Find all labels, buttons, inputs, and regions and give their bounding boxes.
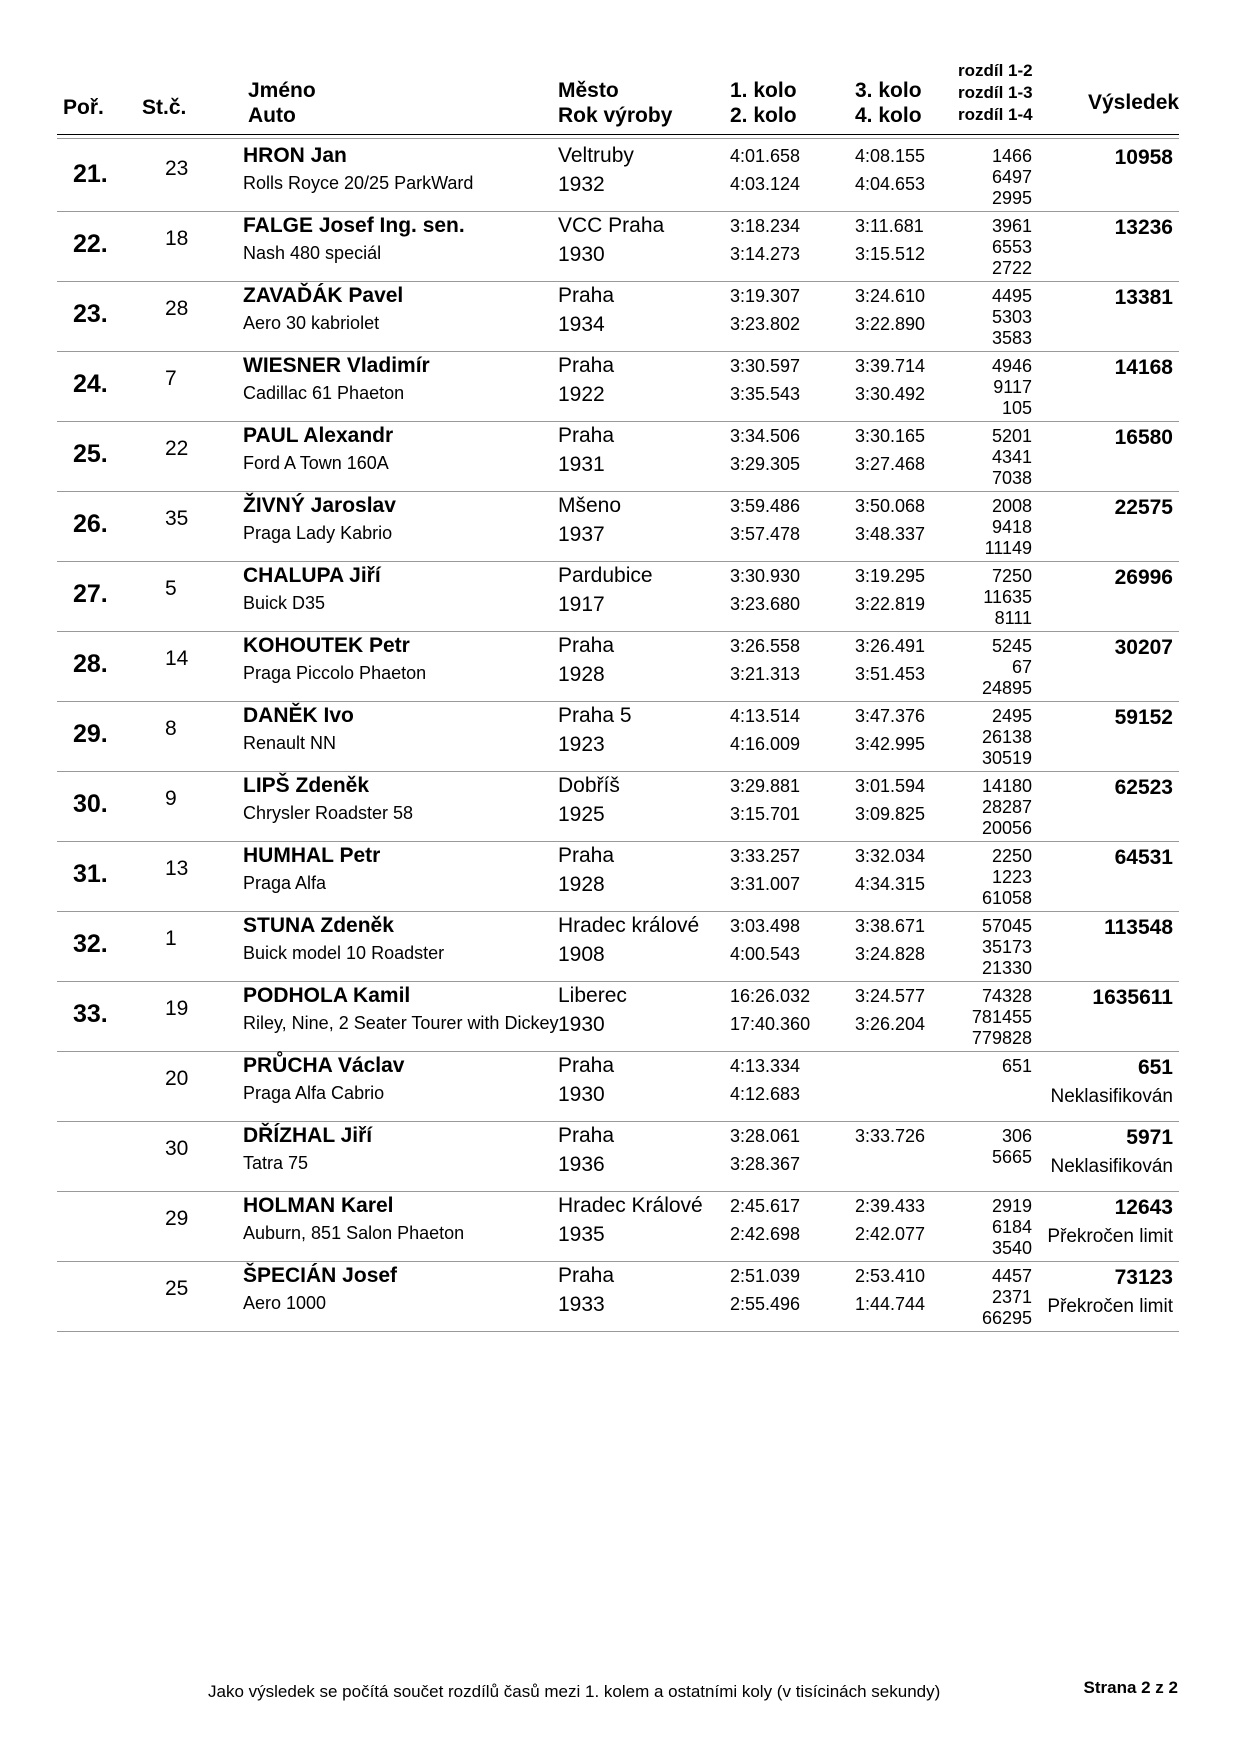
city: Praha: [558, 284, 615, 307]
difference-1-2: 306: [1001, 1126, 1032, 1146]
result-value: 113548: [1104, 916, 1173, 939]
difference-1-2: 74328: [981, 986, 1032, 1006]
position: 29.: [73, 720, 108, 748]
round-3-time: 3:11.681: [855, 216, 924, 236]
start-number: 19: [165, 997, 189, 1020]
result-value: 14168: [1114, 356, 1173, 379]
year-of-manufacture: 1930: [558, 1083, 605, 1106]
round-2-time: 3:28.367: [730, 1154, 801, 1174]
year-of-manufacture: 1925: [558, 803, 605, 826]
position: 28.: [73, 650, 108, 678]
position: 32.: [73, 930, 108, 958]
difference-1-2: 3961: [991, 216, 1032, 236]
difference-1-4: 7038: [991, 468, 1032, 488]
difference-1-2: 2495: [991, 706, 1032, 726]
round-1-time: 2:51.039: [730, 1266, 801, 1286]
driver-name: HUMHAL Petr: [243, 844, 381, 867]
page-number: Strana 2 z 2: [1083, 1678, 1178, 1697]
position: 25.: [73, 440, 108, 468]
result-value: 5971: [1126, 1126, 1173, 1149]
year-of-manufacture: 1928: [558, 663, 605, 686]
header-name-car: Jméno Auto: [248, 79, 316, 127]
difference-1-4: 779828: [971, 1028, 1032, 1048]
round-3-time: 2:39.433: [855, 1196, 926, 1216]
table-row: [0, 422, 1240, 492]
start-number: 30: [165, 1137, 189, 1160]
city: Veltruby: [558, 144, 634, 167]
result-value: 651: [1137, 1056, 1173, 1079]
difference-1-2: 2250: [991, 846, 1032, 866]
round-1-time: 3:33.257: [730, 846, 801, 866]
difference-1-2: 5201: [991, 426, 1032, 446]
result-note: Překročen limit: [1047, 1296, 1173, 1317]
difference-1-2: 7250: [991, 566, 1032, 586]
difference-1-2: 1466: [991, 146, 1032, 166]
difference-1-3: 5303: [991, 307, 1032, 327]
position: 31.: [73, 860, 108, 888]
driver-name: HRON Jan: [243, 144, 347, 167]
car-model: Aero 1000: [243, 1293, 327, 1313]
result-value: 73123: [1114, 1266, 1173, 1289]
car-model: Renault NN: [243, 733, 337, 753]
difference-1-4: 3540: [991, 1238, 1032, 1258]
result-value: 13381: [1114, 286, 1173, 309]
table-row: [0, 632, 1240, 702]
start-number: 5: [165, 577, 177, 600]
difference-1-3: 11635: [983, 587, 1032, 607]
table-row: [0, 562, 1240, 632]
car-model: Tatra 75: [243, 1153, 309, 1173]
year-of-manufacture: 1935: [558, 1223, 605, 1246]
difference-1-3: 2371: [991, 1287, 1032, 1307]
car-model: Praga Alfa: [243, 873, 327, 893]
position: 33.: [73, 1000, 108, 1028]
start-number: 25: [165, 1277, 189, 1300]
car-model: Aero 30 kabriolet: [243, 313, 380, 333]
result-value: 59152: [1114, 706, 1173, 729]
position: 24.: [73, 370, 108, 398]
result-value: 10958: [1114, 146, 1173, 169]
round-3-time: 4:08.155: [855, 146, 926, 166]
city: Liberec: [558, 984, 627, 1007]
round-1-time: 16:26.032: [730, 986, 811, 1006]
round-2-time: 3:57.478: [730, 524, 801, 544]
start-number: 20: [165, 1067, 189, 1090]
header-city-year: Město Rok výroby: [558, 79, 673, 127]
position: 30.: [73, 790, 108, 818]
result-note: Neklasifikován: [1050, 1086, 1173, 1107]
result-note: Neklasifikován: [1050, 1156, 1173, 1177]
round-3-time: 3:39.714: [855, 356, 926, 376]
car-model: Praga Lady Kabrio: [243, 523, 393, 543]
result-value: 12643: [1114, 1196, 1173, 1219]
round-2-time: 3:14.273: [730, 244, 801, 264]
round-3-time: 3:50.068: [855, 496, 926, 516]
position: 27.: [73, 580, 108, 608]
difference-1-4: 8111: [994, 608, 1032, 628]
difference-1-4: 3583: [991, 328, 1032, 348]
round-3-time: 3:26.491: [855, 636, 926, 656]
header-result: Výsledek: [1088, 91, 1180, 114]
result-value: 62523: [1114, 776, 1173, 799]
driver-name: FALGE Josef Ing. sen.: [243, 214, 465, 237]
difference-1-4: 30519: [981, 748, 1032, 768]
year-of-manufacture: 1937: [558, 523, 605, 546]
difference-1-2: 651: [1001, 1056, 1032, 1076]
difference-1-4: 20056: [981, 818, 1032, 838]
round-2-time: 2:55.496: [730, 1294, 801, 1314]
city: Praha: [558, 354, 615, 377]
city: VCC Praha: [558, 214, 665, 237]
start-number: 18: [165, 227, 189, 250]
difference-1-3: 26138: [981, 727, 1032, 747]
start-number: 8: [165, 717, 177, 740]
city: Pardubice: [558, 564, 653, 587]
round-4-time: 4:04.653: [855, 174, 926, 194]
difference-1-4: 61058: [981, 888, 1032, 908]
year-of-manufacture: 1908: [558, 943, 605, 966]
difference-1-2: 4946: [991, 356, 1032, 376]
header-divider-secondary: [57, 138, 1179, 139]
round-1-time: 3:19.307: [730, 286, 801, 306]
round-4-time: 2:42.077: [855, 1224, 926, 1244]
start-number: 13: [165, 857, 189, 880]
table-row: [0, 1192, 1240, 1262]
position: 26.: [73, 510, 108, 538]
car-model: Rolls Royce 20/25 ParkWard: [243, 173, 474, 193]
results-table: [0, 142, 1240, 1332]
result-value: 26996: [1114, 566, 1173, 589]
round-1-time: 3:26.558: [730, 636, 801, 656]
header-divider: [57, 134, 1179, 135]
city: Praha: [558, 634, 615, 657]
driver-name: STUNA Zdeněk: [243, 914, 394, 937]
round-3-time: 3:30.165: [855, 426, 926, 446]
difference-1-3: 9418: [991, 517, 1032, 537]
table-row: [0, 1122, 1240, 1192]
result-value: 13236: [1114, 216, 1173, 239]
driver-name: ŠPECIÁN Josef: [243, 1264, 398, 1287]
round-3-time: 3:32.034: [855, 846, 926, 866]
driver-name: KOHOUTEK Petr: [243, 634, 410, 657]
car-model: Cadillac 61 Phaeton: [243, 383, 405, 403]
header-start-number: St.č.: [142, 96, 187, 119]
difference-1-3: 1223: [991, 867, 1032, 887]
table-row: [0, 492, 1240, 562]
car-model: Chrysler Roadster 58: [243, 803, 414, 823]
round-3-time: 3:33.726: [855, 1126, 926, 1146]
driver-name: CHALUPA Jiří: [243, 564, 381, 587]
round-4-time: 3:15.512: [855, 244, 926, 264]
round-4-time: 3:22.819: [855, 594, 926, 614]
table-row: [0, 912, 1240, 982]
year-of-manufacture: 1917: [558, 593, 605, 616]
car-model: Auburn, 851 Salon Phaeton: [243, 1223, 465, 1243]
table-row: [0, 702, 1240, 772]
round-4-time: 3:51.453: [855, 664, 926, 684]
round-2-time: 4:03.124: [730, 174, 801, 194]
start-number: 23: [165, 157, 189, 180]
round-4-time: 3:27.468: [855, 454, 926, 474]
difference-1-4: 2722: [991, 258, 1032, 278]
round-2-time: 17:40.360: [730, 1014, 811, 1034]
header-differences: rozdíl 1-2 rozdíl 1-3 rozdíl 1-4: [958, 61, 1033, 124]
round-4-time: 3:42.995: [855, 734, 926, 754]
difference-1-3: 781455: [971, 1007, 1032, 1027]
start-number: 22: [165, 437, 189, 460]
year-of-manufacture: 1933: [558, 1293, 605, 1316]
table-row: [0, 842, 1240, 912]
city: Praha: [558, 424, 615, 447]
start-number: 7: [165, 367, 177, 390]
position: 23.: [73, 300, 108, 328]
start-number: 28: [165, 297, 189, 320]
car-model: Praga Piccolo Phaeton: [243, 663, 427, 683]
round-1-time: 4:13.334: [730, 1056, 801, 1076]
driver-name: PAUL Alexandr: [243, 424, 394, 447]
car-model: Ford A Town 160A: [243, 453, 389, 473]
round-2-time: 3:21.313: [730, 664, 801, 684]
header-rounds-1-2: 1. kolo 2. kolo: [730, 79, 797, 127]
city: Mšeno: [558, 494, 622, 517]
round-3-time: 2:53.410: [855, 1266, 926, 1286]
difference-1-4: 11149: [984, 538, 1032, 558]
difference-1-2: 2919: [991, 1196, 1032, 1216]
difference-1-3: 6497: [991, 167, 1032, 187]
result-value: 1635611: [1092, 986, 1173, 1009]
driver-name: WIESNER Vladimír: [243, 354, 430, 377]
round-3-time: 3:47.376: [855, 706, 926, 726]
round-1-time: 3:30.597: [730, 356, 801, 376]
position: 21.: [73, 160, 108, 188]
round-4-time: 3:09.825: [855, 804, 926, 824]
round-1-time: 3:03.498: [730, 916, 801, 936]
car-model: Buick model 10 Roadster: [243, 943, 445, 963]
round-2-time: 3:23.680: [730, 594, 801, 614]
round-4-time: 3:22.890: [855, 314, 926, 334]
difference-1-2: 57045: [981, 916, 1032, 936]
round-2-time: 3:35.543: [730, 384, 801, 404]
car-model: Nash 480 speciál: [243, 243, 382, 263]
round-1-time: 4:01.658: [730, 146, 801, 166]
year-of-manufacture: 1922: [558, 383, 605, 406]
table-row: [0, 142, 1240, 212]
round-2-time: 3:23.802: [730, 314, 801, 334]
footer-note: Jako výsledek se počítá součet rozdílů časů mezi 1. kolem a ostatními koly (v tisícinách sekundy): [208, 1682, 941, 1701]
difference-1-3: 28287: [981, 797, 1032, 817]
difference-1-2: 4495: [991, 286, 1032, 306]
start-number: 1: [165, 927, 177, 950]
round-1-time: 3:18.234: [730, 216, 801, 236]
row-divider: [57, 1331, 1179, 1332]
difference-1-4: 66295: [981, 1308, 1032, 1328]
year-of-manufacture: 1923: [558, 733, 605, 756]
round-2-time: 3:29.305: [730, 454, 801, 474]
round-1-time: 4:13.514: [730, 706, 801, 726]
driver-name: ZAVAĎÁK Pavel: [243, 284, 404, 307]
difference-1-4: 2995: [991, 188, 1032, 208]
driver-name: ŽIVNÝ Jaroslav: [243, 494, 396, 517]
result-value: 22575: [1114, 496, 1173, 519]
driver-name: LIPŠ Zdeněk: [243, 774, 370, 797]
round-1-time: 3:28.061: [730, 1126, 801, 1146]
city: Hradec Králové: [558, 1194, 703, 1217]
difference-1-3: 6553: [991, 237, 1032, 257]
difference-1-3: 4341: [991, 447, 1032, 467]
year-of-manufacture: 1928: [558, 873, 605, 896]
result-note: Překročen limit: [1047, 1226, 1173, 1247]
difference-1-3: 5665: [991, 1147, 1032, 1167]
difference-1-3: 6184: [991, 1217, 1032, 1237]
header-position: Poř.: [63, 96, 104, 119]
start-number: 9: [165, 787, 177, 810]
round-1-time: 3:59.486: [730, 496, 801, 516]
difference-1-3: 67: [1011, 657, 1032, 677]
round-4-time: 4:34.315: [855, 874, 926, 894]
driver-name: PRŮCHA Václav: [243, 1054, 405, 1077]
city: Praha: [558, 1054, 615, 1077]
year-of-manufacture: 1931: [558, 453, 605, 476]
car-model: Buick D35: [243, 593, 326, 613]
round-1-time: 3:29.881: [730, 776, 801, 796]
position: 22.: [73, 230, 108, 258]
result-value: 16580: [1114, 426, 1173, 449]
round-3-time: 3:01.594: [855, 776, 926, 796]
driver-name: PODHOLA Kamil: [243, 984, 411, 1007]
driver-name: DŘÍZHAL Jiří: [243, 1124, 373, 1147]
city: Praha: [558, 1264, 615, 1287]
table-row: [0, 352, 1240, 422]
difference-1-4: 21330: [981, 958, 1032, 978]
city: Praha 5: [558, 704, 632, 727]
start-number: 14: [165, 647, 189, 670]
driver-name: DANĚK Ivo: [243, 704, 354, 727]
difference-1-2: 14180: [981, 776, 1032, 796]
table-row: [0, 1052, 1240, 1122]
city: Dobříš: [558, 774, 620, 797]
round-4-time: 1:44.744: [855, 1294, 926, 1314]
round-4-time: 3:48.337: [855, 524, 926, 544]
table-row: [0, 282, 1240, 352]
difference-1-4: 24895: [981, 678, 1032, 698]
difference-1-3: 35173: [981, 937, 1032, 957]
city: Hradec králové: [558, 914, 700, 937]
difference-1-3: 9117: [993, 377, 1032, 397]
year-of-manufacture: 1934: [558, 313, 605, 336]
car-model: Praga Alfa Cabrio: [243, 1083, 385, 1103]
round-2-time: 3:15.701: [730, 804, 801, 824]
difference-1-2: 2008: [991, 496, 1032, 516]
round-1-time: 2:45.617: [730, 1196, 801, 1216]
round-4-time: 3:30.492: [855, 384, 926, 404]
start-number: 29: [165, 1207, 189, 1230]
year-of-manufacture: 1930: [558, 1013, 605, 1036]
round-1-time: 3:34.506: [730, 426, 801, 446]
year-of-manufacture: 1930: [558, 243, 605, 266]
round-3-time: 3:19.295: [855, 566, 926, 586]
year-of-manufacture: 1936: [558, 1153, 605, 1176]
round-3-time: 3:24.577: [855, 986, 926, 1006]
round-1-time: 3:30.930: [730, 566, 801, 586]
city: Praha: [558, 1124, 615, 1147]
round-2-time: 2:42.698: [730, 1224, 801, 1244]
table-row: [0, 212, 1240, 282]
driver-name: HOLMAN Karel: [243, 1194, 394, 1217]
year-of-manufacture: 1932: [558, 173, 605, 196]
start-number: 35: [165, 507, 189, 530]
round-2-time: 4:00.543: [730, 944, 801, 964]
round-2-time: 3:31.007: [730, 874, 801, 894]
round-2-time: 4:16.009: [730, 734, 801, 754]
difference-1-2: 5245: [991, 636, 1032, 656]
difference-1-4: 105: [1001, 398, 1032, 418]
car-model: Riley, Nine, 2 Seater Tourer with Dickey: [243, 1013, 559, 1033]
table-row: [0, 1262, 1240, 1332]
table-row: [0, 982, 1240, 1052]
round-3-time: 3:38.671: [855, 916, 926, 936]
city: Praha: [558, 844, 615, 867]
round-4-time: 3:24.828: [855, 944, 926, 964]
round-3-time: 3:24.610: [855, 286, 926, 306]
header-rounds-3-4: 3. kolo 4. kolo: [855, 79, 922, 127]
round-2-time: 4:12.683: [730, 1084, 801, 1104]
difference-1-2: 4457: [991, 1266, 1032, 1286]
result-value: 64531: [1114, 846, 1173, 869]
result-value: 30207: [1114, 636, 1173, 659]
round-4-time: 3:26.204: [855, 1014, 926, 1034]
table-row: [0, 772, 1240, 842]
